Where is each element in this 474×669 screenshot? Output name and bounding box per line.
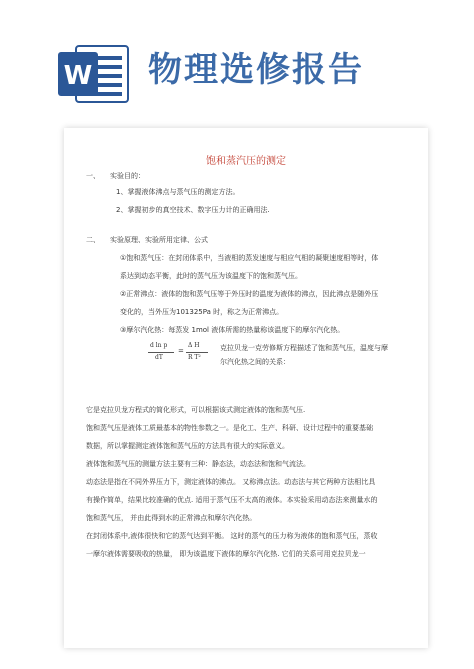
body-line: 它是克拉贝龙方程式的简化形式，可以根据该式测定液体的饱和蒸气压. — [86, 406, 306, 414]
document-title: 饱和蒸汽压的测定 — [206, 156, 286, 167]
formula-lhs-numerator: d ln p — [150, 342, 168, 349]
section-number: 二、 — [86, 236, 100, 244]
principle-line: 变化的，当外压为101325Pa 时，称之为正常沸点。 — [120, 308, 284, 316]
principle-line: ②正常沸点：液体的饱和蒸气压等于外压时的温度为液体的沸点，因此沸点是随外压 — [120, 290, 379, 298]
principle-line: ③摩尔汽化热：每蒸发 1mol 液体所需的热量称该温度下的摩尔汽化热。 — [120, 326, 345, 334]
purpose-item: 1、掌握液体沸点与蒸气压的测定方法。 — [116, 188, 240, 196]
section-number: 一、 — [86, 172, 100, 180]
header-banner — [0, 0, 474, 112]
body-line: 饱和蒸气压， 并由此得到水的正常沸点和摩尔汽化热。 — [86, 514, 257, 522]
body-line: 一摩尔液体需要吸收的热量， 即为该温度下液体的摩尔汽化热. 它们的关系可用克拉贝龙一 — [86, 550, 366, 558]
banner-title: 物理选修报告 — [148, 50, 364, 90]
formula-note: 克拉贝龙一克劳修斯方程描述了饱和蒸气压，温度与摩 — [220, 344, 388, 352]
svg-text:W: W — [63, 61, 93, 91]
formula-rhs-denominator: R T² — [188, 354, 201, 361]
section-heading: 实验原理、实验所用定律、公式 — [110, 236, 208, 244]
formula-note: 尔汽化热之间的关系： — [220, 358, 290, 366]
word-document-icon — [58, 42, 132, 106]
fraction-bar — [186, 352, 208, 353]
principle-line: ①饱和蒸气压：在封闭体系中，当液相的蒸发速度与相应气相的凝聚速度相等时，体 — [120, 254, 379, 262]
purpose-item: 2、掌握初步的真空技术、数字压力计的正确用法. — [116, 206, 270, 214]
body-line: 动态法是指在不同外界压力下，测定液体的沸点。 又称沸点法。动态法与其它两种方法相比具 — [86, 478, 376, 486]
body-line: 数据，所以掌握测定液体饱和蒸气压的方法具有很大的实际意义。 — [86, 442, 289, 450]
section-heading: 实验目的： — [110, 172, 145, 180]
body-line: 饱和蒸气压是液体工质最基本的物性参数之一。是化工、生产、科研、设计过程中的重要基础 — [86, 424, 373, 432]
principle-line: 系达到动态平衡，此时的蒸气压为该温度下的饱和蒸气压。 — [120, 272, 302, 280]
formula-equals: = — [178, 347, 184, 355]
body-line: 有操作简单，结果比较准确的优点. 适用于蒸气压不太高的液体。本实验采用动态法来测量水的 — [86, 496, 378, 504]
body-line: 在封闭体系中,液体很快和它的蒸气达到平衡。 这时的蒸气的压力称为液体的饱和蒸气压，蒸收 — [86, 532, 378, 540]
formula-rhs-numerator: Δ H — [188, 342, 200, 349]
body-line: 液体饱和蒸气压的测量方法主要有三种：静态法，动态法和饱和气流法。 — [86, 460, 310, 468]
document-page — [64, 128, 428, 648]
fraction-bar — [148, 352, 174, 353]
formula-lhs-denominator: dT — [155, 354, 163, 361]
